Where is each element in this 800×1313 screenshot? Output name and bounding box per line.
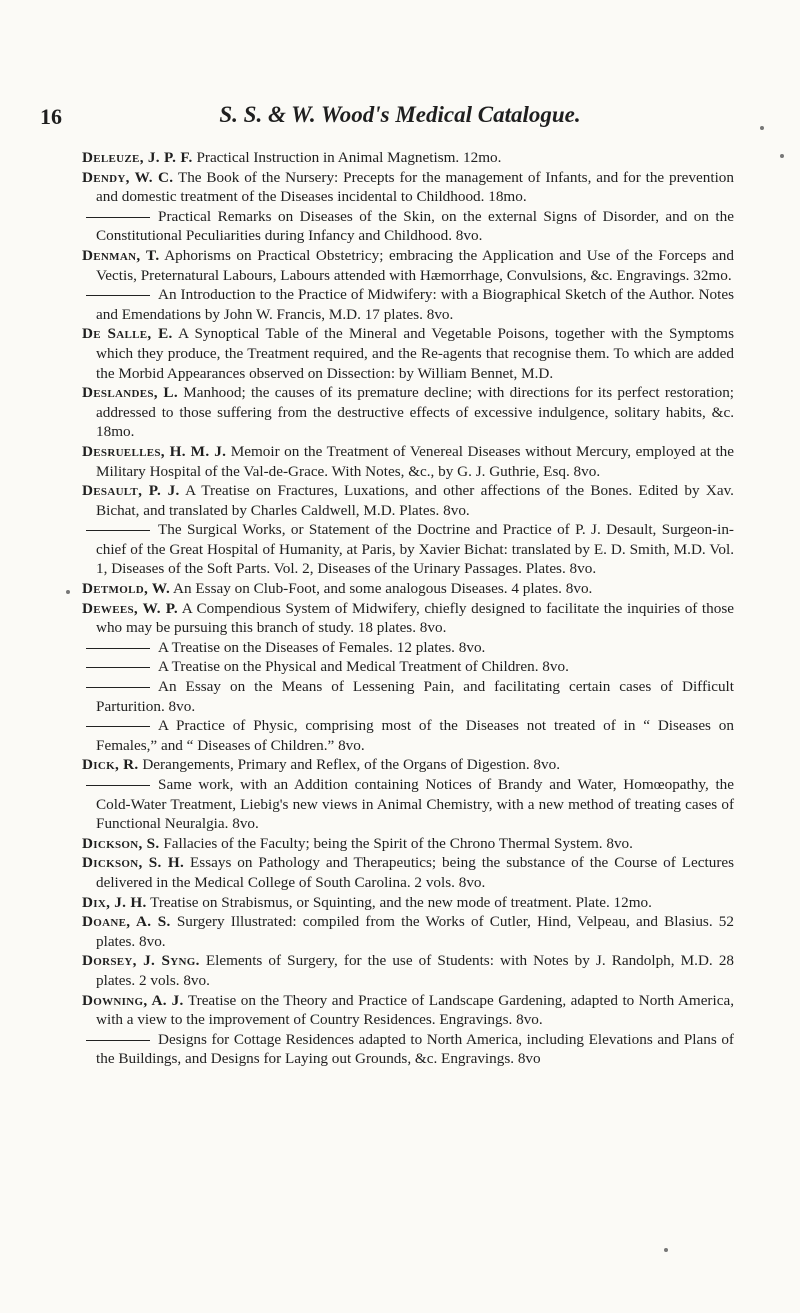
entry-text: A Compendious System of Midwifery, chiefly designed to facilitate the inquiries of those who may be pursuing this branch of study. 18 plates. 8vo. [96,599,734,637]
entry-text: An Introduction to the Practice of Midwifery: with a Biographical Sketch of the Author. Notes and Emendations by John W. Francis, M.D. 17 plates. 8vo. [96,286,734,323]
entry-text: Fallacies of the Faculty; being the Spirit of the Chrono Thermal System. 8vo. [163,834,633,852]
entry-text: Surgery Illustrated: compiled from the Works of Cutler, Hind, Velpeau, and Blasius. 52 plates. 8vo. [96,913,734,950]
entry-text: Designs for Cottage Residences adapted to North America, including Elevations and Plans of the Buildings, and Designs for Laying out Grounds, &c. Engravings. 8vo [96,1030,734,1068]
entry-text: Manhood; the causes of its premature decline; with directions for its perfect restoration; addressed to those suffering from the destructive effects of excessive indulgence, solitary habits, &c. 18mo. [96,384,735,441]
entry-text: Elements of Surgery, for the use of Students: with Notes by J. Randolph, M.D. 28 plates. 2 vols. 8vo. [96,952,735,989]
entry-author: Doane, A. S. [82,913,171,931]
entry-author: Dendy, W. C. [82,168,174,186]
entry-text: The Surgical Works, or Statement of the Doctrine and Practice of P. J. Desault, Surgeon-in-chief of the Great Hospital of Humanity, at Paris, by Xavier Bichat: translated by E. D. Smith, M.D. Vol. 1, Diseases of the Soft Parts. Vol. 2, Diseases of the Urinary Passages. Plates. 8vo. [96,521,734,578]
paper-speck [780,154,784,158]
running-title: S. S. & W. Wood's Medical Catalogue. [219,102,581,127]
entry-text: Essays on Pathology and Therapeutics; being the substance of the Course of Lectures delivered in the Medical College of South Carolina. 2 vols. 8vo. [96,854,735,891]
entry-text: A Synoptical Table of the Mineral and Vegetable Poisons, together with the Symptoms which they produce, the Treatment required, and the Re-agents that recognise them. To which are added the Morbid Appearances observed on Dissection: by William Bennet, M.D. [96,325,734,382]
entry-author: Deleuze, J. P. F. [82,149,193,166]
entry-author: Denman, T. [82,246,160,264]
entry-text: Treatise on Strabismus, or Squinting, and the new mode of treatment. Plate. 12mo. [150,893,652,911]
ditto-rule [86,217,150,218]
entry-text: The Book of the Nursery: Precepts for the management of Infants, and for the prevention and domestic treatment of the Diseases incidental to Childhood. 18mo. [96,168,734,206]
entry-text: Practical Instruction in Animal Magnetism. 12mo. [196,149,502,166]
catalogue-entry [82,285,734,324]
catalogue-entry [82,207,734,246]
catalogue-entry [82,834,734,854]
catalogue-entries [82,148,734,1069]
entry-text: A Practice of Physic, comprising most of the Diseases not treated of in “ Diseases on Females,” and “ Diseases of Children.” 8vo. [96,717,734,754]
catalogue-entry [82,912,734,951]
entry-text: Treatise on the Theory and Practice of Landscape Gardening, adapted to North America, with a view to the improvement of Country Residences. Engravings. 8vo. [96,991,734,1029]
catalogue-entry [82,168,734,207]
entry-author: Dickson, S. H. [82,854,185,872]
catalogue-entry [82,148,734,168]
entry-author: Dix, J. H. [82,893,147,911]
catalogue-entry [82,657,734,677]
entry-text: An Essay on the Means of Lessening Pain, and facilitating certain cases of Difficult Parturition. 8vo. [96,678,734,715]
ditto-rule [86,785,150,786]
catalogue-entry [82,1030,734,1069]
catalogue-entry [82,579,734,599]
entry-author: De Salle, E. [82,325,173,343]
catalogue-entry [82,991,734,1030]
ditto-rule [86,726,150,727]
entry-author: Desruelles, H. M. J. [82,442,227,460]
ditto-rule [86,295,150,296]
ditto-rule [86,1040,150,1041]
entry-text: A Treatise on the Diseases of Females. 12 plates. 8vo. [158,638,486,656]
entry-author: Downing, A. J. [82,991,184,1009]
catalogue-entry [82,638,734,658]
page-number: 16 [40,104,62,129]
paper-speck [664,1248,668,1252]
catalogue-entry [82,775,734,834]
entry-text: An Essay on Club-Foot, and some analogous Diseases. 4 plates. 8vo. [173,580,593,598]
entry-author: Dewees, W. P. [82,599,178,617]
entry-author: Dorsey, J. Syng. [82,952,200,970]
ditto-rule [86,530,150,531]
paper-speck [760,126,764,130]
page-header [40,100,760,140]
ditto-rule [86,648,150,649]
catalogue-entry [82,755,734,775]
entry-author: Detmold, W. [82,580,171,598]
catalogue-entry [82,677,734,716]
catalogue-entry [82,951,734,990]
catalogue-entry [82,324,734,383]
catalogue-entry [82,599,734,638]
entry-text: Derangements, Primary and Reflex, of the Organs of Digestion. 8vo. [142,756,561,774]
entry-author: Deslandes, L. [82,384,178,402]
catalogue-entry [82,246,734,285]
entry-author: Desault, P. J. [82,482,180,500]
catalogue-entry [82,520,734,579]
ditto-rule [86,667,150,668]
entry-text: A Treatise on the Physical and Medical Treatment of Children. 8vo. [158,658,569,676]
entry-author: Dickson, S. [82,834,160,852]
paper-speck [66,590,70,594]
catalogue-entry [82,716,734,755]
entry-text: Same work, with an Addition containing Notices of Brandy and Water, Homœopathy, the Cold-Water Treatment, Liebig's new views in Animal Chemistry, with a new method of treating cases of Functional Neuralgia. 8vo. [96,776,734,833]
catalogue-entry [82,893,734,913]
entry-text: A Treatise on Fractures, Luxations, and other affections of the Bones. Edited by Xav. Bichat, and translated by Charles Caldwell, M.D. Plates. 8vo. [96,482,734,519]
entry-text: Practical Remarks on Diseases of the Skin, on the external Signs of Disorder, and on the Constitutional Peculiarities during Infancy and Childhood. 8vo. [96,207,734,245]
catalogue-entry [82,442,734,481]
entry-author: Dick, R. [82,756,139,774]
catalogue-entry [82,853,734,892]
catalogue-entry [82,383,734,442]
entry-text: Aphorisms on Practical Obstetricy; embracing the Application and Use of the Forceps and Vectis, Preternatural Labours, Labours attended with Hæmorrhage, Convulsions, &c. Engravings. 32mo. [96,246,734,284]
entry-text: Memoir on the Treatment of Venereal Diseases without Mercury, employed at the Military Hospital of the Val-de-Grace. With Notes, &c., by G. J. Guthrie, Esq. 8vo. [96,442,734,480]
catalogue-entry [82,481,734,520]
ditto-rule [86,687,150,688]
